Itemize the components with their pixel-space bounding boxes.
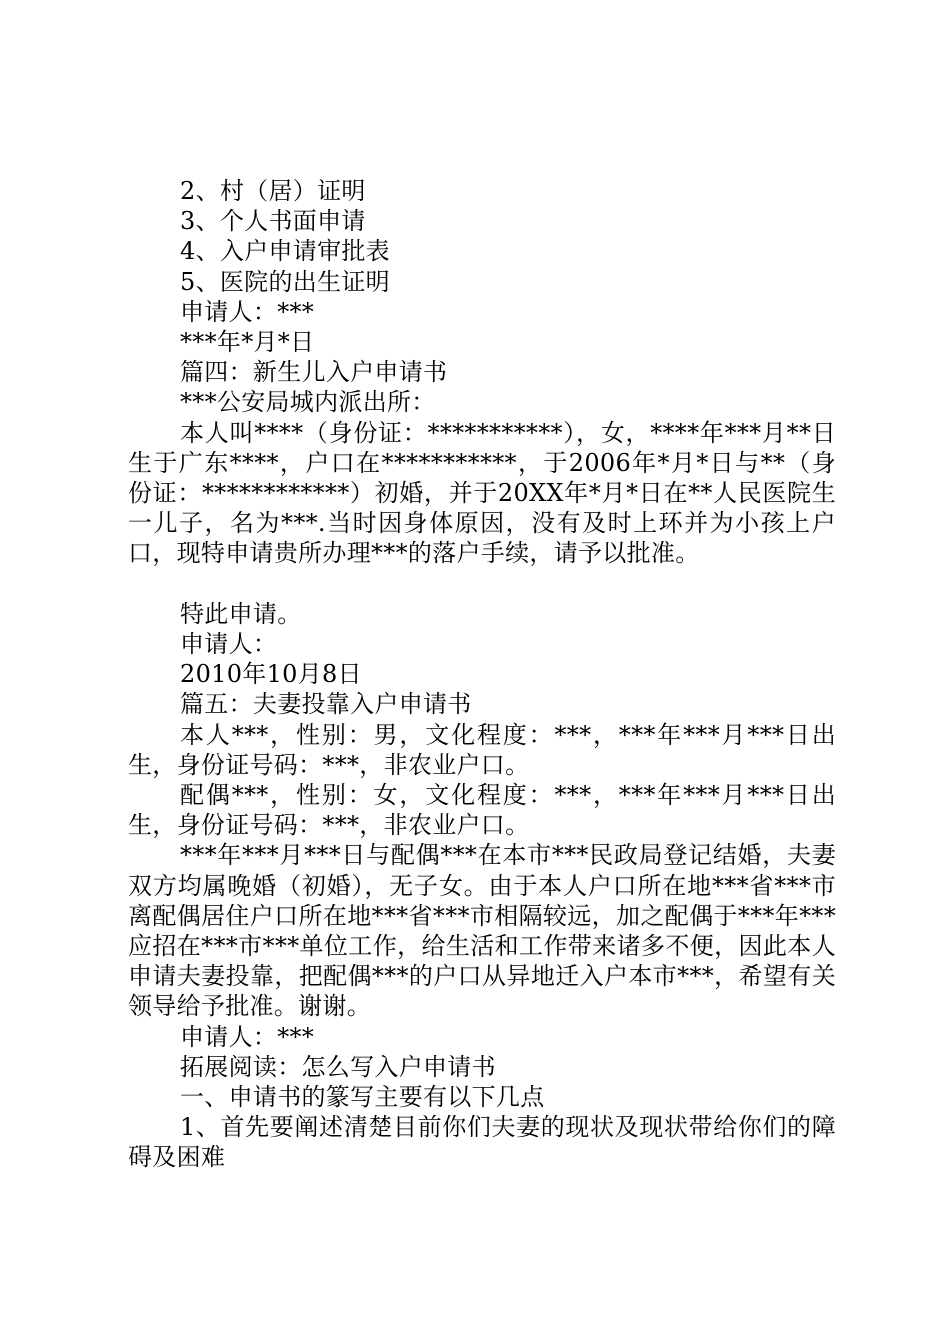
applicant-label: 申请人： [180,630,278,659]
list-item-written-application: 3、个人书面申请 [180,207,366,236]
list-item-birth-certificate: 5、医院的出生证明 [180,267,390,296]
signature-date: ***年*月*日 [180,328,315,357]
extended-reading-heading: 拓展阅读：怎么写入户申请书 [180,1052,496,1081]
paragraph-applicant-info: 本人***，性别：男，文化程度：***，***年***月***日出生，身份证号码：***，非农业户口。 [128,720,836,779]
paragraph-newborn-application: 本人叫****（身份证：***********），女，****年***月**日生于广东****，户口在***********，于2006年*月*日与**（身份证：************）初婚，并于20XX年*月*日在**人民医院生一儿子，名为***.当时因身体原因，没有及时上环并为小孩上户口，现特申请贵所办理***的落户手续，请予以批准。 [128,418,836,568]
blank-line [128,569,836,599]
section-heading-part-four: 篇四：新生儿入户申请书 [180,358,448,387]
addressee: ***公安局城内派出所： [180,388,436,417]
applicant-signature-2: 申请人：*** [180,1022,315,1051]
application-date: 2010年10月8日 [180,660,362,689]
list-item-approval-form: 4、入户申请审批表 [180,237,390,266]
paragraph-point-one: 1、首先要阐述清楚目前你们夫妻的现状及现状带给你们的障碍及困难 [128,1113,836,1172]
paragraph-spouse-info: 配偶***，性别：女，文化程度：***，***年***月***日出生，身份证号码：***，非农业户口。 [128,781,836,840]
writing-points-heading: 一、申请书的篆写主要有以下几点 [180,1083,545,1112]
paragraph-marriage-details: ***年***月***日与配偶***在本市***民政局登记结婚，夫妻双方均属晚婚（初婚），无子女。由于本人户口所在地***省***市离配偶居住户口所在地***省***市相隔较远，加之配偶于***年***应招在***市***单位工作，给生活和工作带来诸多不便，因此本人申请夫妻投靠，把配偶***的户口从异地迁入户本市***，希望有关领导给予批准。谢谢。 [128,841,836,1021]
document-body [128,176,836,1173]
applicant-signature: 申请人：*** [180,297,315,326]
closing-phrase: 特此申请。 [180,599,302,628]
list-item-village-certificate: 2、村（居）证明 [180,177,366,205]
section-heading-part-five: 篇五：夫妻投靠入户申请书 [180,690,472,719]
